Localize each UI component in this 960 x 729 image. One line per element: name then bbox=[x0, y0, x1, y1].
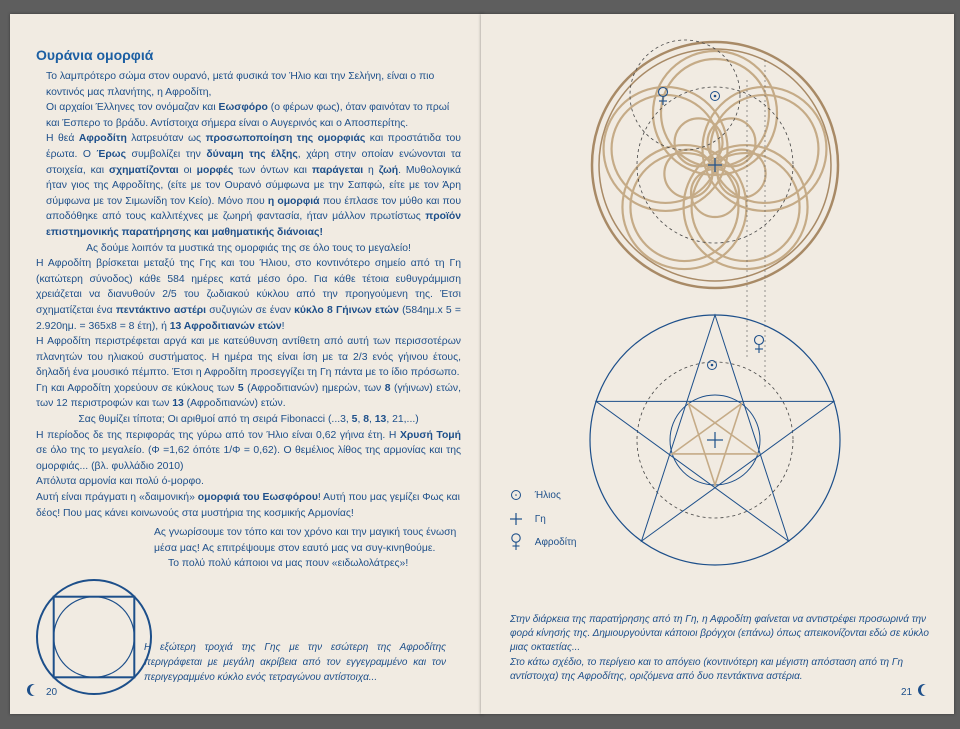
sun-icon bbox=[510, 489, 522, 501]
venus-icon bbox=[510, 533, 522, 551]
earth-icon bbox=[707, 432, 723, 448]
paragraph-idolaters: Το πολύ πολύ κάποιοι να μας πουν «ειδωλολάτρες»! bbox=[168, 558, 409, 570]
apogee-star bbox=[596, 315, 834, 541]
sun-icon bbox=[711, 92, 720, 101]
pentagram-diagram bbox=[585, 310, 845, 570]
moon-icon bbox=[921, 684, 933, 696]
paragraph-rotation: Η Αφροδίτη περιστρέφεται αργά και με κατεύθυνση αντίθετη από αυτή των περισσοτέρων πλανητών του ηλιακού συστήματος. Η ημέρα της είναι ίση με τα 2/3 ενός γήινου έτους, δηλαδή ένα μουσικό πέμπτο. Έτσι η Αφροδίτη προσεγγίζει τη Γη πάντα με το ίδιο πρόσωπο. bbox=[36, 336, 461, 379]
paragraph-harmony: Απόλυτα αρμονία και πολύ ό-μορφο. bbox=[36, 476, 204, 488]
left-page bbox=[10, 14, 483, 714]
paragraph-eosforos: Οι αρχαίοι Έλληνες τον ονόμαζαν και Εωσφόρο (ο φέρων φως), όταν φαινόταν το πρωί και Έσπερο το βράδυ. Αντίστοιχα σήμερα είναι ο Αυγερινός και ο Αποσπερίτης. bbox=[46, 102, 450, 129]
paragraph-intro: Το λαμπρότερο σώμα στον ουρανό, μετά φυσικά τον Ήλιο και την Σελήνη, είναι ο πιο κοντινός μας πλανήτης, η Αφροδίτη, bbox=[46, 71, 435, 98]
paragraph-conjunction: Η Αφροδίτη βρίσκεται μεταξύ της Γης και του Ήλιου, στο κοντινότερο σημείο από τη Γη (κατώτερη σύνοδος) κάθε 584 ημέρες κατά μέσο όρο. Για κάθε τέτοια ευθυγράμμιση χρειάζεται να διανυθούν 2/5 του ζωδιακού κύκλου από την προηγούμενη της. Έτσι σχηματίζεται ένα πεντάκτινο αστέρι συζυγιών σε έναν κύκλο 8 Γήινων ετών (584ημ.x 5 = 2.920ημ. = 365x8 = 8 έτη), ή 13 Αφροδιτιανών ετών! bbox=[36, 258, 461, 332]
sun-icon bbox=[708, 361, 717, 370]
venus-orbit-circle bbox=[54, 597, 135, 678]
page-number: 20 bbox=[46, 687, 58, 698]
page-title: Ουράνια ομορφιά bbox=[36, 47, 154, 63]
venus-rose-diagram bbox=[585, 35, 845, 295]
paragraph-cycles: Γη και Αφροδίτη χορεύουν σε κύκλους των 5 (Αφροδιτιανών) ημερών, των 8 (γήινων) ετών, των 12 περιστροφών και των 13 (Αφροδιτιανών) ετών. bbox=[36, 382, 461, 410]
earth-icon bbox=[510, 513, 522, 525]
epicycle-dashed bbox=[630, 40, 740, 150]
paragraph-lucifer-beauty: Αυτή είναι πράγματι η «δαιμονική» ομορφιά του Εωσφόρου! Αυτή που μας γεμίζει Φως και δέος! Που μας κάνει κοινωνούς στα μυστήρια της κοσμικής Αρμονίας! bbox=[36, 492, 460, 519]
article-body bbox=[36, 69, 461, 572]
square-orbits-diagram bbox=[34, 577, 154, 697]
caption-loops: Στην διάρκεια της παρατήρησης από τη Γη, η Αφροδίτη φαίνεται να αντιστρέφει προσωρινά την φορά κίνησής της. Δημιουργούνται κάποιοι βρόγχοι (επάνω) όπως απεικονίζονται εδώ σε κύκλο μιας οκταετίας... bbox=[510, 614, 929, 653]
legend-earth: Γη bbox=[510, 513, 546, 525]
venus-icon bbox=[755, 336, 764, 354]
legend-sun: Ήλιος bbox=[510, 489, 561, 501]
legend-venus: Αφροδίτη bbox=[510, 533, 577, 551]
page-number: 21 bbox=[901, 687, 913, 698]
paragraph-secrets: Ας δούμε λοιπόν τα μυστικά της ομορφιάς της σε όλο τους το μεγαλείο! bbox=[86, 242, 411, 254]
paragraph-fibonacci: Σας θυμίζει τίποτα; Οι αριθμοί από τη σειρά Fibonacci (...3, 5, 8, 13, 21,...) bbox=[78, 414, 419, 426]
diagram-note: Η εξώτερη τροχιά της Γης με την εσώτερη της Αφροδίτης περιγράφεται με μεγάλη ακρίβεια από τον εγγεγραμμένο και τον περιγεγραμμένο κύκλο ενός τετραγώνου αντίστοιχα... bbox=[144, 642, 446, 683]
caption-perigee: Στο κάτω σχέδιο, το περίγειο και το απόγειο (κοντινότερη και μέγιστη απόσταση από τη Γη αντίστοιχα) της Αφροδίτης, οριζόμενα από δυο πεντάκτινα αστέρια. bbox=[510, 657, 904, 682]
paragraph-aphrodite-eros: Η θεά Αφροδίτη λατρευόταν ως προσωποποίηση της ομορφιάς και προστάτιδα του έρωτα. Ο Έρως συμβολίζει την δύναμη της έλξης, χάρη στην οποίαν ενώνονται τα στοιχεία, και σχηματίζονται οι μορφές των όντων και παράγεται η ζωή. Μυθολογικά ήταν γιος της Αφροδίτης, (είτε με τον Ουρανό σύμφωνα με την Σαπφώ, είτε με τον Άρη σύμφωνα με τον Σιμωνίδη τον Κείο). Μόνο που η ομορφιά που έπλασε τον μύθο και που αποδόθηκε από τους καλλιτέχνες με ζωηρή φαντασία, ήταν μάλλον πρωτίστως προϊόν επιστημονικής παρατήρησης και μαθηματικής διάνοιας! bbox=[46, 133, 462, 238]
paragraph-golden-ratio: Η περίοδος δε της περιφοράς της γύρω από τον Ήλιο είναι 0,62 γήινα έτη. Η Χρυσή Τομή σε όλο της το μεγαλείο. (Φ =1,62 όπότε 1/Φ = 0,62). Ο θεμέλιος λίθος της αρμονίας και της ομορφιάς... (βλ. φυλλάδιο 2010) bbox=[36, 429, 461, 472]
paragraph-invitation: Ας γνωρίσουμε τον τόπο και τον χρόνο και την μαγική τους ένωση μέσα μας! Ας επιτρέψουμε στον εαυτό μας να συγ-κινηθούμε. bbox=[154, 527, 457, 554]
moon-icon bbox=[30, 684, 42, 696]
